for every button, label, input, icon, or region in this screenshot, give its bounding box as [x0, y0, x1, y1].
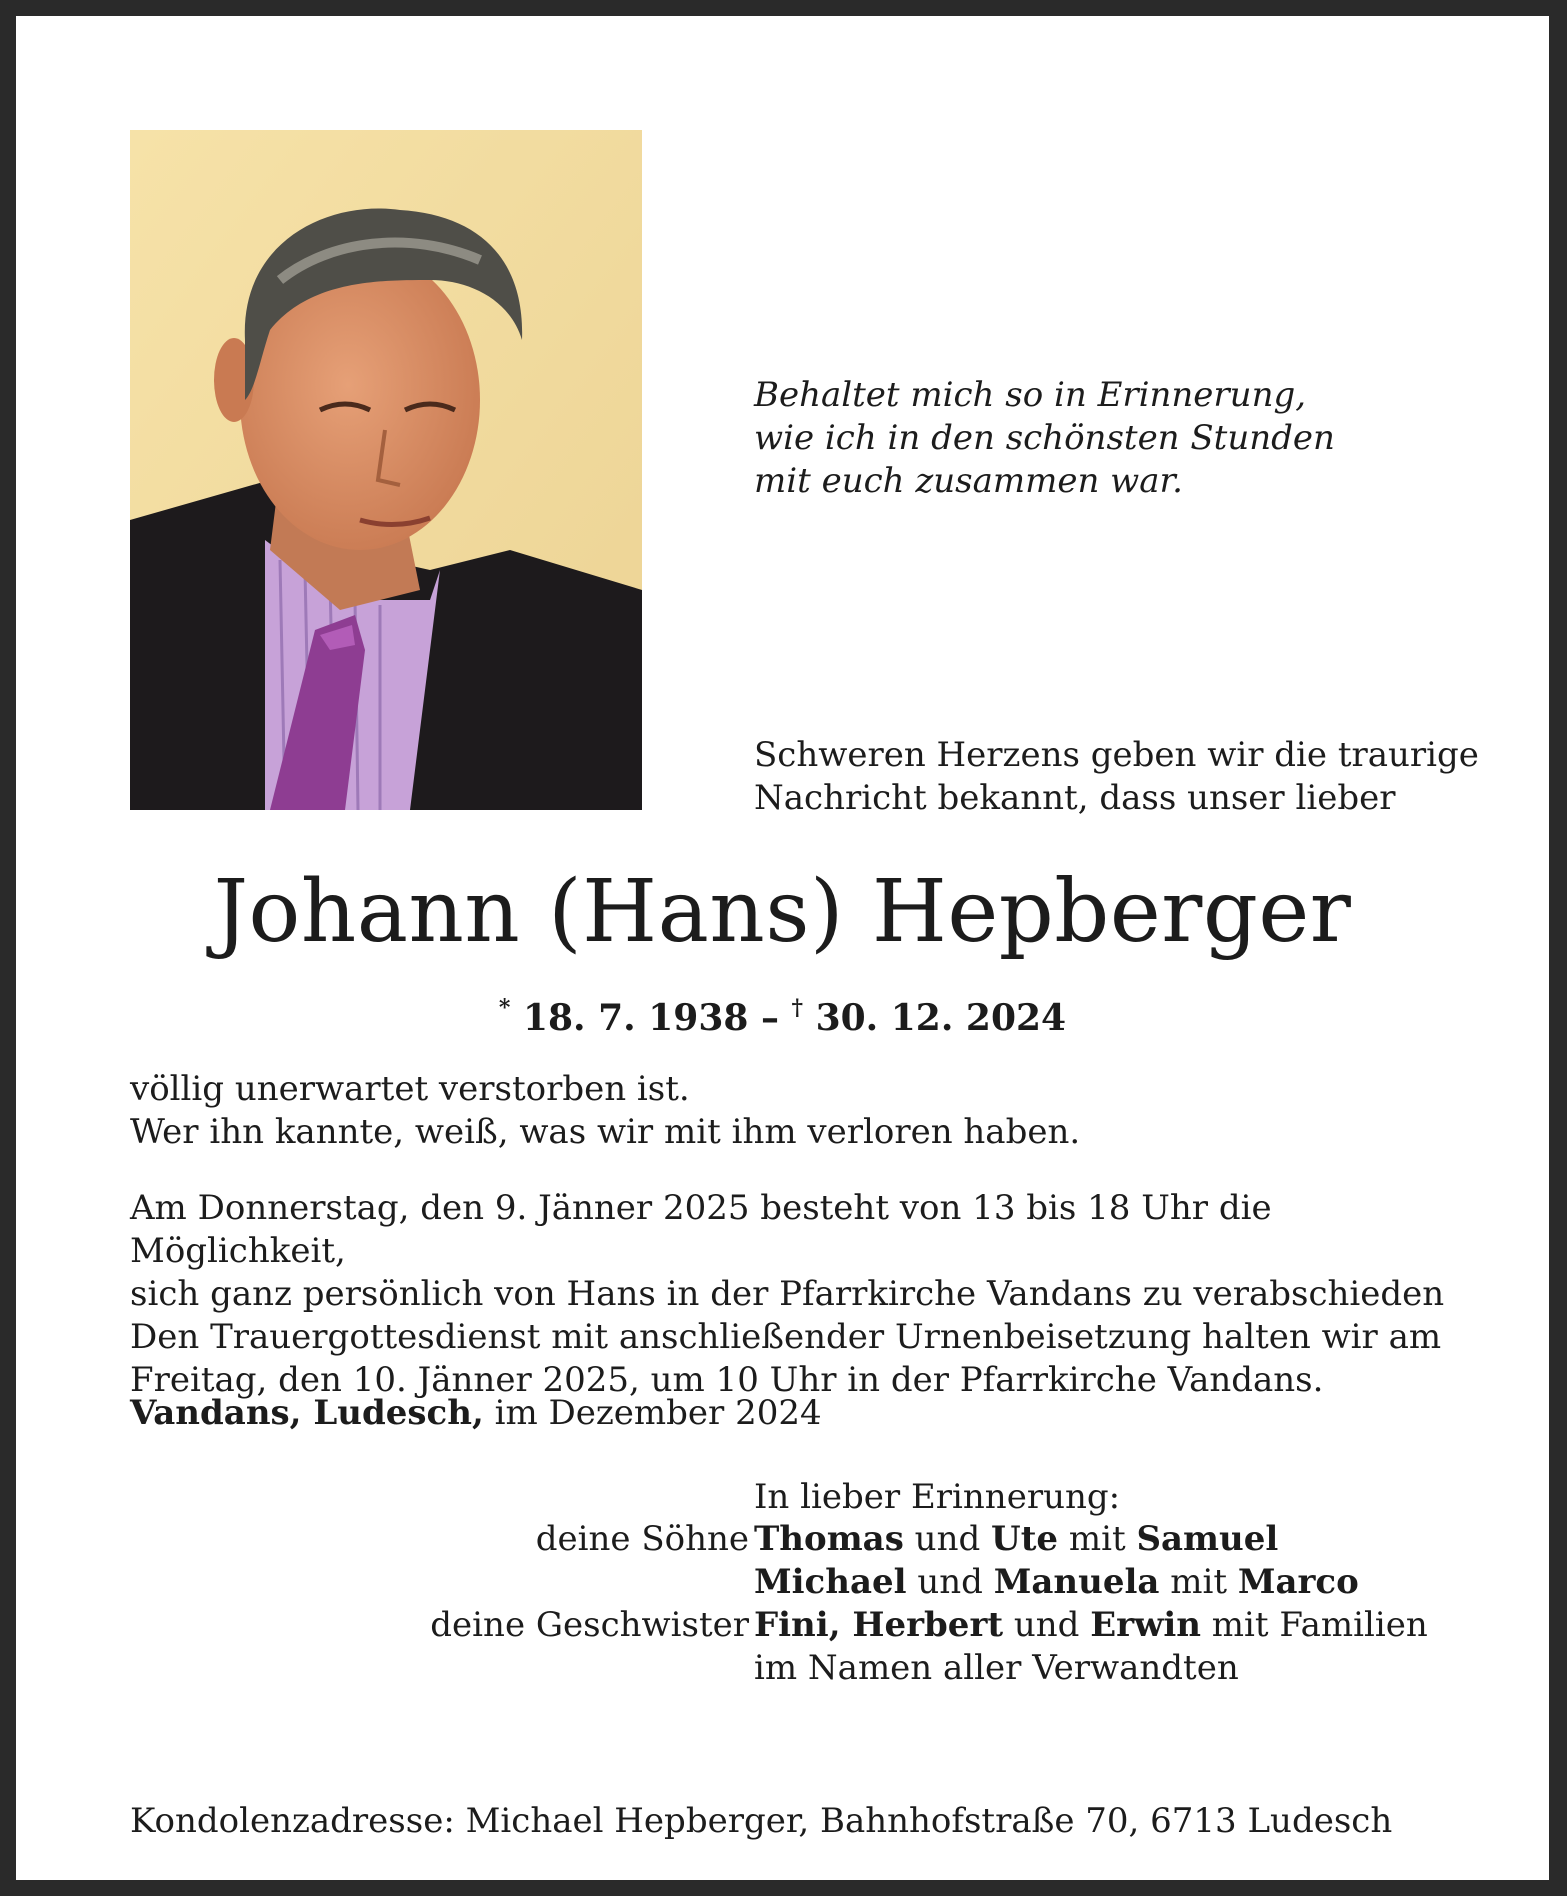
- obituary-page: [16, 16, 1549, 1880]
- date-dash: –: [760, 997, 779, 1039]
- funeral-details: [130, 1187, 1480, 1402]
- intro-line: Nachricht bekannt, dass unser lieber: [754, 778, 1396, 818]
- siblings-line: [754, 1604, 1428, 1647]
- signature-title: In lieber Erinnerung:: [754, 1477, 1121, 1517]
- quote-line: wie ich in den schönsten Stunden: [754, 418, 1335, 458]
- deceased-name: Johann (Hans) Hepberger: [213, 862, 1352, 962]
- intro-line: Schweren Herzens geben wir die traurige: [754, 735, 1479, 775]
- details-line: Freitag, den 10. Jänner 2025, um 10 Uhr in der Pfarrkirche Vandans.: [130, 1360, 1324, 1400]
- birth-symbol: *: [498, 995, 511, 1021]
- with-text: mit: [1159, 1562, 1238, 1602]
- death-date: 30. 12. 2024: [815, 997, 1067, 1039]
- details-line: sich ganz persönlich von Hans in der Pfarrkirche Vandans zu verabschieden: [130, 1274, 1445, 1314]
- portrait-photo: [130, 130, 642, 810]
- place-and-date: [130, 1392, 822, 1435]
- announcement-continuation: [130, 1068, 1470, 1154]
- partner-name: Ute: [991, 1519, 1059, 1559]
- place-names: Vandans, Ludesch,: [130, 1393, 484, 1433]
- body-line: völlig unerwartet verstorben ist.: [130, 1069, 690, 1109]
- birth-date: 18. 7. 1938: [522, 997, 749, 1039]
- sons-label: deine Söhne: [535, 1519, 749, 1559]
- memorial-quote: [754, 374, 1335, 503]
- partner-name: Manuela: [993, 1562, 1160, 1602]
- child-name: Marco: [1237, 1562, 1359, 1602]
- child-name: Samuel: [1136, 1519, 1279, 1559]
- condolence-address: Kondolenzadresse: Michael Hepberger, Bahnhofstraße 70, 6713 Ludesch: [130, 1801, 1393, 1841]
- son-name: Thomas: [754, 1519, 904, 1559]
- announcement-intro: [754, 734, 1479, 820]
- families-text: mit Familien: [1200, 1605, 1428, 1645]
- and-text: und: [903, 1519, 992, 1559]
- date-text: im Dezember 2024: [483, 1393, 822, 1433]
- quote-line: mit euch zusammen war.: [754, 461, 1183, 501]
- son-family-line: [754, 1561, 1359, 1604]
- life-dates: [16, 988, 1549, 1040]
- and-text: und: [1003, 1605, 1091, 1645]
- and-text: und: [906, 1562, 994, 1602]
- sibling-names: Fini, Herbert: [754, 1605, 1004, 1645]
- details-line: Den Trauergottesdienst mit anschließender Urnenbeisetzung halten wir am: [130, 1317, 1442, 1357]
- details-line: Am Donnerstag, den 9. Jänner 2025 besteht von 13 bis 18 Uhr die Möglichkeit,: [130, 1188, 1272, 1271]
- siblings-label: deine Geschwister: [430, 1605, 749, 1645]
- with-text: mit: [1058, 1519, 1137, 1559]
- relatives-line: im Namen aller Verwandten: [754, 1648, 1239, 1688]
- death-symbol: †: [791, 995, 804, 1021]
- body-line: Wer ihn kannte, weiß, was wir mit ihm verloren haben.: [130, 1112, 1081, 1152]
- son-family-line: [754, 1518, 1278, 1561]
- portrait-illustration: [130, 130, 642, 810]
- quote-line: Behaltet mich so in Erinnerung,: [754, 375, 1307, 415]
- sibling-name: Erwin: [1090, 1605, 1201, 1645]
- son-name: Michael: [754, 1562, 907, 1602]
